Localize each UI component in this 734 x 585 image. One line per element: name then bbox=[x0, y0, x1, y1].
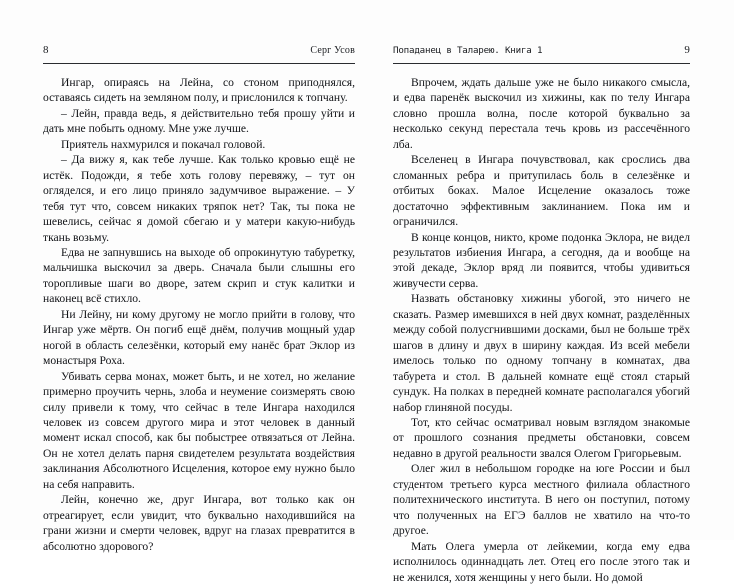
paragraph: – Да вижу я, как тебе лучше. Как только кровью ещё не истёк. Подожди, я тебе хоть голову перевяжу, – тут он огляделся, и его лицо приняло задумчивое выражение. – У тебя тут что, совсем никаких тряпок нет? Так, ты пока не шевелись, сейчас я домой сбегаю и у матери какую-нибудь ткань возьму. bbox=[43, 153, 355, 244]
paragraph: Олег жил в небольшом городке на юге России и был студентом третьего курса местного филиала областного политехнического института. В него он поступил, потому что полученных на ЕГЭ баллов не хватило на что-то другое. bbox=[393, 462, 690, 538]
paragraph: – Лейн, правда ведь, я действительно тебя прошу уйти и дать мне побыть одному. Мне уже лучше. bbox=[43, 106, 355, 136]
left-page bbox=[0, 0, 367, 553]
paragraph: Впрочем, ждать дальше уже не было никакого смысла, и едва паренёк выскочил из хижины, как по телу Ингара словно прошла волна, после которой буквально за несколько секунд перестала течь кровь из рассечённого лба. bbox=[393, 76, 690, 151]
right-page bbox=[367, 0, 734, 584]
right-page-body bbox=[393, 75, 690, 585]
paragraph: Приятель нахмурился и покачал головой. bbox=[61, 137, 266, 151]
paragraph: Убивать серва монах, может быть, и не хотел, но желание примерно проучить чернь, злоба и неумение соизмерять свою силу привели к тому, что сейчас в теле Ингара находился человек из совсем другого мира и этот человек в данный момент искал способ, как бы побыстрее отвязаться от Лейна. Он не хотел делать парня свидетелем результата воздействия заклинания Абсолютного Исцеления, которое ему нужно было на себя направить. bbox=[43, 369, 355, 491]
left-running-head bbox=[43, 44, 355, 59]
paragraph: Лейн, конечно же, друг Ингара, вот только как он отреагирует, если увидит, что буквально находившийся на грани жизни и смерти человек, вдруг на глазах превратится в абсолютно здорового? bbox=[43, 493, 355, 553]
paragraph: Назвать обстановку хижины убогой, это ничего не сказать. Размер имевшихся в ней двух комнат, разделённых между собой полусгнившими досками, был не больше трёх шагов в длину и двух в ширину каждая. Из всей мебели имелось только по одному топчану в комнатах, два табурета и стол. В дальней комнате ещё стоял старый сундук. На полках в передней комнате располагался убогий набор глиняной посуды. bbox=[393, 292, 690, 414]
paragraph: Ни Лейну, ни кому другому не могло прийти в голову, что Ингар уже мёртв. Он погиб ещё днём, получив мощный удар ногой в область селезёнки, который ему нанёс брат Эклор из монастыря Роха. bbox=[43, 307, 355, 368]
paragraph: Мать Олега умерла от лейкемии, когда ему едва исполнилось одиннадцать лет. Отец его после этого так и не женился, хотя женщины у него были. Но домой bbox=[393, 539, 690, 584]
right-running-head bbox=[393, 44, 690, 59]
left-page-body bbox=[43, 75, 355, 554]
left-running-head-title: Серг Усов bbox=[310, 45, 355, 56]
paragraph: Ингар, опираясь на Лейна, со стоном приподнялся, оставаясь сидеть на земляном полу, и прислонился к топчану. bbox=[43, 76, 355, 105]
left-header-rule bbox=[43, 63, 355, 64]
paragraph: Тот, кто сейчас осматривал новым взглядом знакомые от прошлого сознания предметы обстановки, совсем недавно в другой реальности звался Олегом Григорьевым. bbox=[393, 415, 690, 460]
paragraph: Едва не запнувшись на выходе об опрокинутую табуретку, мальчишка выскочил за дверь. Сначала были слышны его торопливые шаги во дворе, затем скрип и стук калитки и наконец всё стихло. bbox=[43, 245, 355, 306]
right-header-rule bbox=[393, 63, 690, 64]
right-page-number: 9 bbox=[684, 44, 690, 56]
left-page-number: 8 bbox=[43, 44, 49, 56]
paragraph: Вселенец в Ингара почувствовал, как срослись два сломанных ребра и притупилась боль в селезёнке и отбитых боках. Малое Исцеление оказалось тоже достаточно эффективным заклинанием. Пока им и ограничился. bbox=[393, 153, 690, 229]
right-running-head-title: Попаданец в Таларею. Книга 1 bbox=[393, 45, 543, 56]
paragraph: В конце концов, никто, кроме подонка Эклора, не видел результатов избиения Ингара, а сегодня, да и вообще на этой декаде, Эклор вряд ли появится, чтобы удивиться живучести серва. bbox=[393, 230, 690, 290]
